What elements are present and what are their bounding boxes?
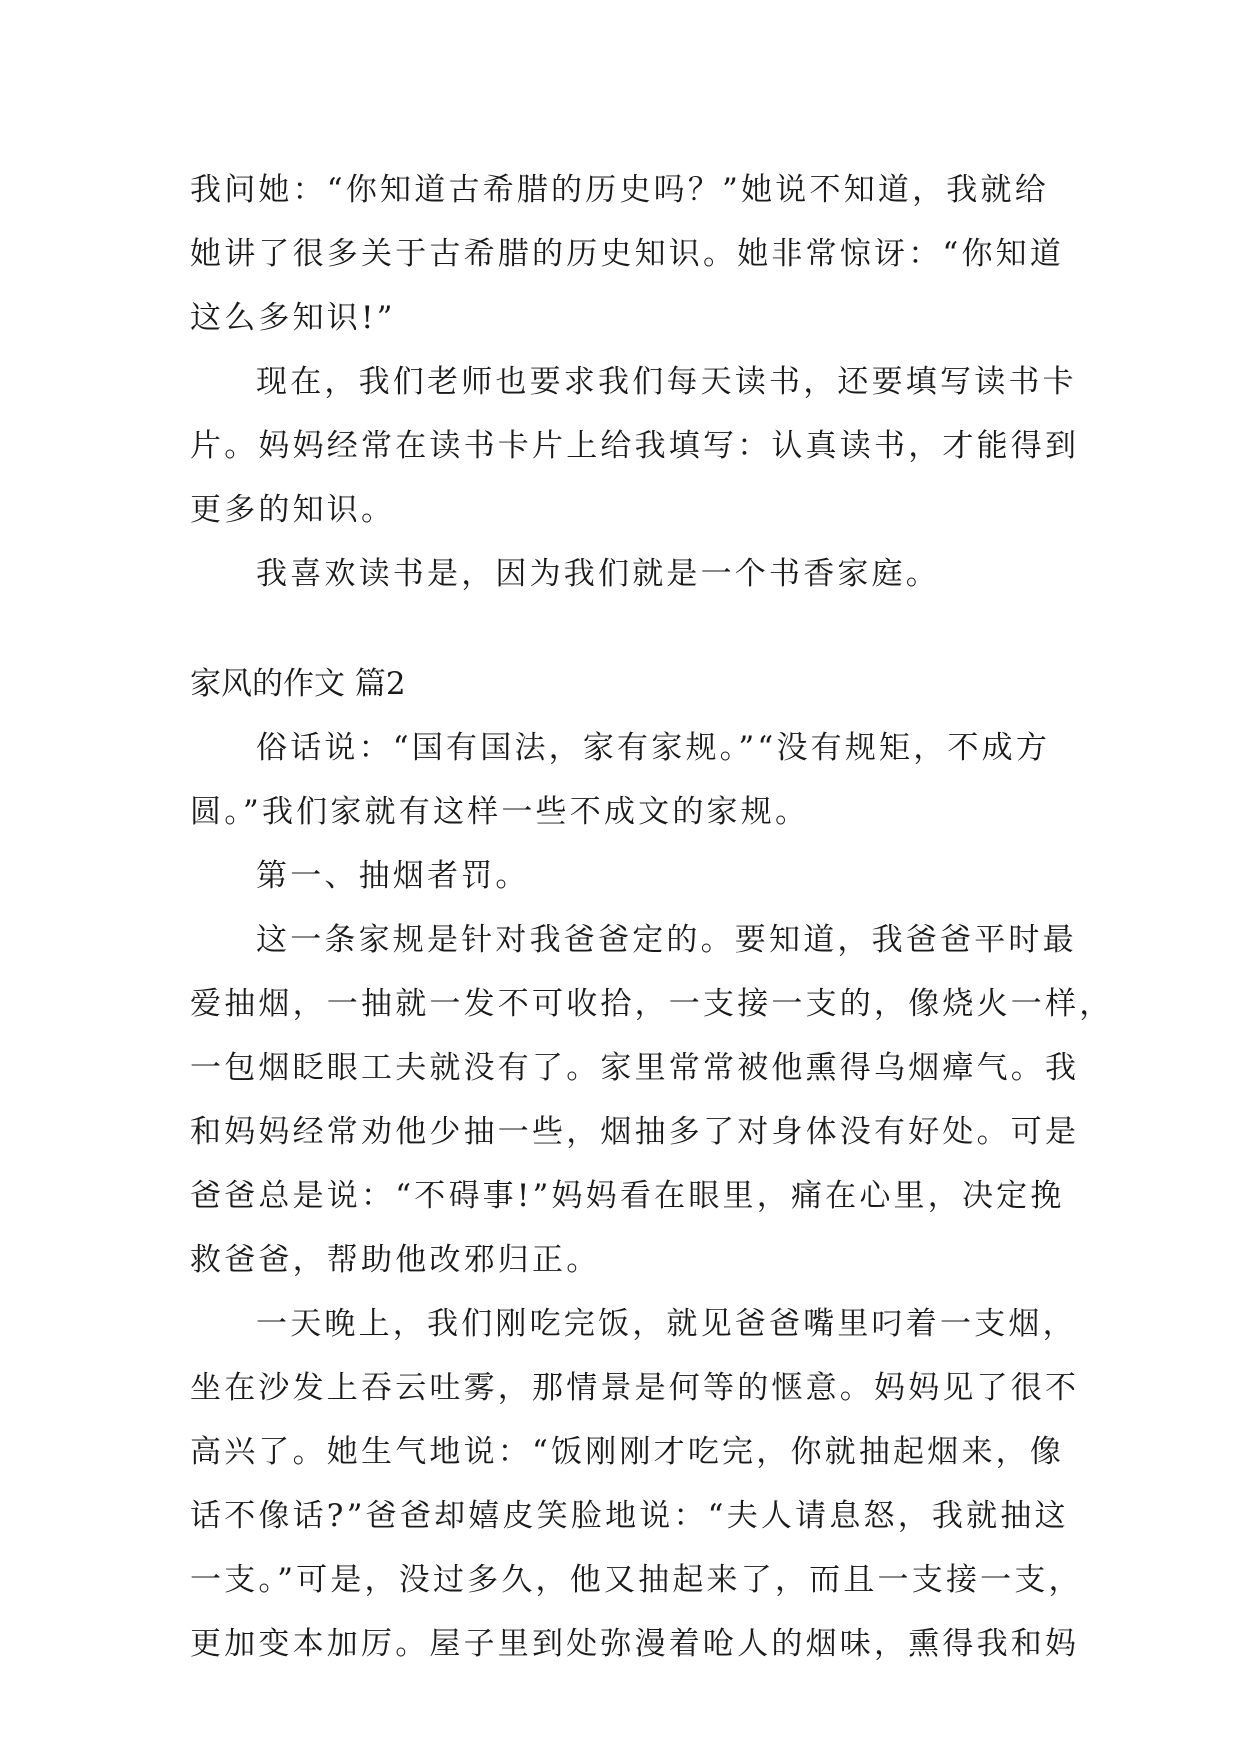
text-line: 这一条家规是针对我爸爸定的。要知道，我爸爸平时最 [256, 922, 1077, 958]
text-line: 现在，我们老师也要求我们每天读书，还要填写读书卡 [256, 364, 1077, 400]
text-line: 我喜欢读书是，因为我们就是一个书香家庭。 [256, 556, 940, 592]
paragraph [190, 716, 1052, 844]
document-page [190, 158, 1114, 1676]
text-line: 高兴了。她生气地说：“饭刚刚才吃完，你就抽起烟来，像 [190, 1434, 1065, 1470]
text-line: 片。妈妈经常在读书卡片上给我填写：认真读书，才能得到 [190, 428, 1080, 464]
text-line: 更加变本加厉。屋子里到处弥漫着呛人的烟味，熏得我和妈 [190, 1626, 1080, 1662]
paragraph [190, 1292, 1083, 1676]
text-line: 第一、抽烟者罚。 [256, 858, 530, 894]
text-line: 话不像话?”爸爸却嬉皮笑脸地说：“夫人请息怒，我就抽这 [190, 1498, 1069, 1534]
text-line: 更多的知识。 [190, 492, 396, 528]
paragraph [190, 158, 1065, 350]
text-line: 一天晚上，我们刚吃完饭，就见爸爸嘴里叼着一支烟， [256, 1306, 1077, 1342]
text-line: 我问她：“你知道古希腊的历史吗？”她说不知道，我就给 [190, 172, 1049, 208]
paragraph [190, 542, 1052, 606]
text-line: 一包烟眨眼工夫就没有了。家里常常被他熏得乌烟瘴气。我 [190, 1050, 1080, 1086]
section-heading [190, 652, 1052, 716]
paragraph [190, 908, 1114, 1292]
text-line: 爱抽烟，一抽就一发不可收拾，一支接一支的，像烧火一样， [190, 986, 1114, 1022]
paragraph [190, 844, 1052, 908]
text-line: 救爸爸，帮助他改邪归正。 [190, 1242, 601, 1278]
text-line: 和妈妈经常劝他少抽一些，烟抽多了对身体没有好处。可是 [190, 1114, 1080, 1150]
paragraph [190, 350, 1080, 542]
text-line: 一支。”可是，没过多久，他又抽起来了，而且一支接一支， [190, 1562, 1083, 1598]
essay-title: 家风的作文 篇2 [190, 666, 406, 702]
text-line: 圆。”我们家就有这样一些不成文的家规。 [190, 794, 810, 830]
text-line: 爸爸总是说：“不碍事!”妈妈看在眼里，痛在心里，决定挽 [190, 1178, 1065, 1214]
text-line: 俗话说：“国有国法，家有家规。”“没有规矩，不成方 [256, 730, 1051, 766]
text-line: 这么多知识!” [190, 300, 396, 336]
text-line: 她讲了很多关于古希腊的历史知识。她非常惊讶：“你知道 [190, 236, 1065, 272]
text-line: 坐在沙发上吞云吐雾，那情景是何等的惬意。妈妈见了很不 [190, 1370, 1080, 1406]
